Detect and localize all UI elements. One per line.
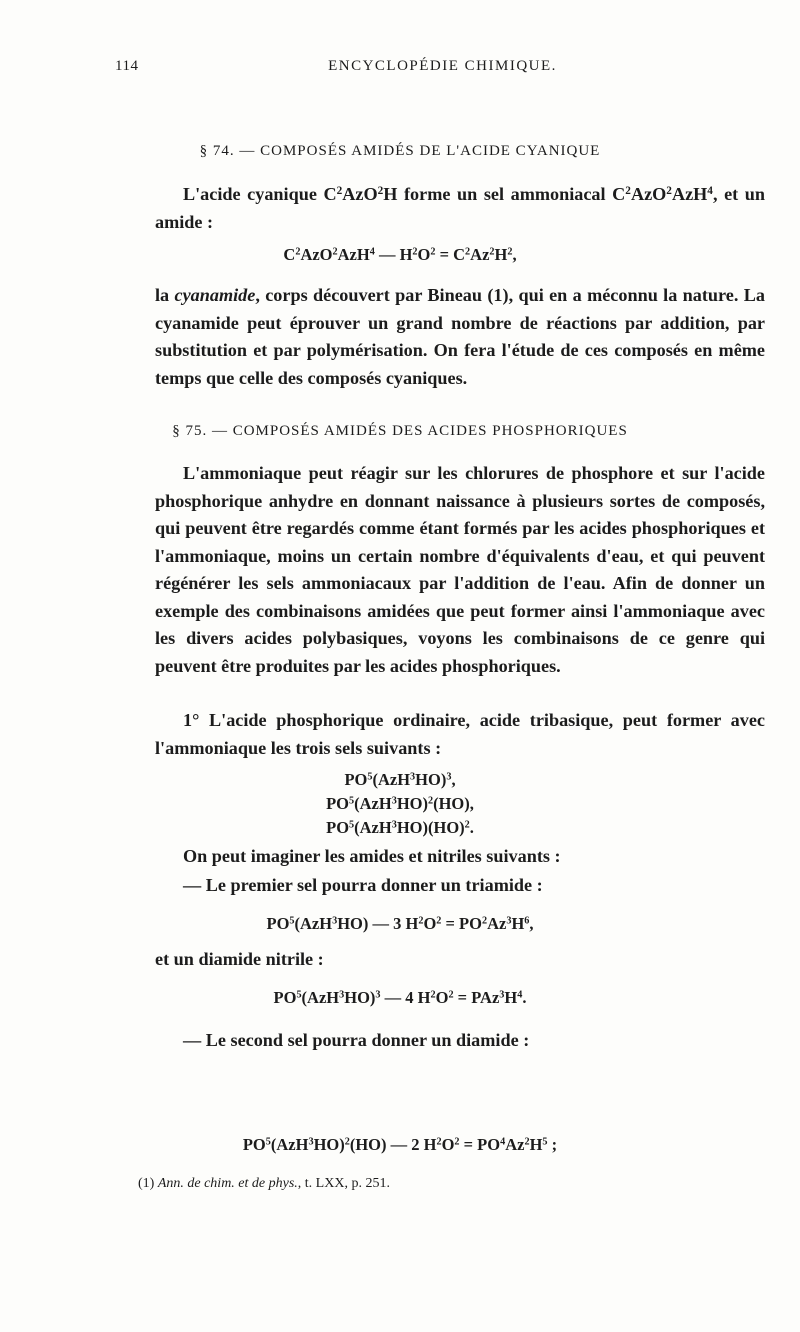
cyanamide-formula: $C^2AzO^2AzH^4$ — $H^2O^2 = C^2Az^2H^2$,	[283, 245, 517, 264]
section-75-paragraph-4: — Le premier sel pourra donner un triamide :	[183, 875, 543, 895]
ammonium-phosphate-salts	[0, 768, 800, 840]
triamide-formula: $PO^5(AzH^3HO)$ — 3 $H^2O^2 = PO^2Az^3H^6$,	[266, 914, 534, 933]
section-75-paragraph-3: On peut imaginer les amides et nitriles suivants :	[183, 846, 561, 866]
section-75-paragraph-6: — Le second sel pourra donner un diamide :	[183, 1030, 530, 1050]
section-75-paragraph-2: 1° L'acide phosphorique ordinaire, acide tribasique, peut former avec l'ammoniaque les trois sels suivants :	[155, 710, 765, 758]
footnote: (1) Ann. de chim. et de phys., t. LXX, p. 251.	[138, 1176, 390, 1191]
section-74-paragraph-1: L'acide cyanique $C^2AzO^2H$ forme un sel ammoniacal $C^2AzO^2AzH^4$, et un amide :	[155, 184, 765, 232]
diamide-nitrile-formula: $PO^5(AzH^3HO)^3$ — 4 $H^2O^2 = PAz^3H^4$.	[273, 988, 527, 1007]
section-74-title: § 74. — COMPOSÉS AMIDÉS DE L'ACIDE CYANIQUE	[199, 143, 601, 159]
salt-formula: $PO^5(AzH^3HO)^3$,	[344, 770, 456, 789]
salt-formula: $PO^5(AzH^3HO)(HO)^2$.	[326, 818, 474, 837]
section-75-paragraph-5: et un diamide nitrile :	[155, 949, 324, 969]
section-74-paragraph-2: la cyanamide, corps découvert par Bineau (1), qui en a méconnu la nature. La cyanamide peut éprouver un grand nombre de réactions par addition, par substitution et par polymérisation. On fera l'étude de ces composés en même temps que celle des composés cyaniques.	[155, 285, 765, 388]
section-75-title: § 75. — COMPOSÉS AMIDÉS DES ACIDES PHOSPHORIQUES	[172, 423, 628, 439]
diamide-formula: $PO^5(AzH^3HO)^2(HO)$ — 2 $H^2O^2 = PO^4Az^2H^5$ ;	[242, 1135, 558, 1154]
section-75-paragraph-1: L'ammoniaque peut réagir sur les chlorures de phosphore et sur l'acide phosphorique anhydre en donnant naissance à plusieurs sortes de composés, qui peuvent être regardés comme étant formés par les acides phosphoriques et l'ammoniaque, moins un certain nombre d'équivalents d'eau, et qui peuvent régénérer les sels ammoniacaux par l'addition de l'eau. Afin de donner un exemple des combinaisons amidées que peut former ainsi l'ammoniaque avec les divers acides polybasiques, voyons les combinaisons de ce genre qui peuvent être produites par les acides phosphoriques.	[155, 463, 765, 676]
running-title: ENCYCLOPÉDIE CHIMIQUE.	[328, 58, 557, 74]
page-number: 114	[115, 58, 139, 74]
salt-formula: $PO^5(AzH^3HO)^2(HO)$,	[326, 794, 474, 813]
